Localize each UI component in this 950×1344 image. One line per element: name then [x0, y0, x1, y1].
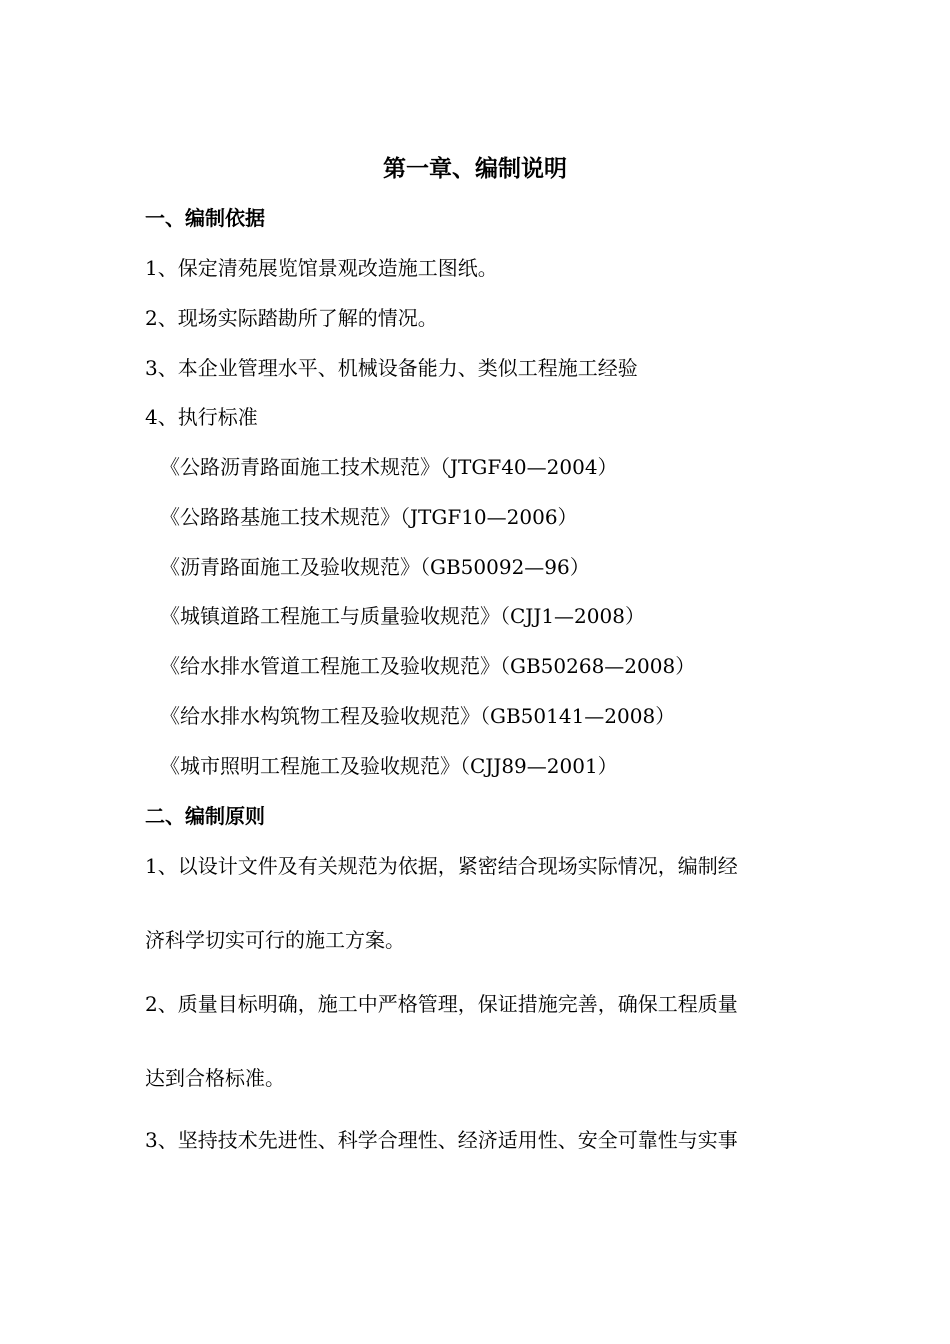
principle-line: 2、质量目标明确，施工中严格管理，保证措施完善，确保工程质量: [145, 992, 738, 1016]
principle-line: 3、坚持技术先进性、科学合理性、经济适用性、安全可靠性与实事: [145, 1128, 738, 1152]
standard-item: 《城市照明工程施工及验收规范》（CJJ89—2001）: [160, 754, 618, 778]
standard-item: 《沥青路面施工及验收规范》（GB50092—96）: [160, 555, 590, 579]
principle-line: 济科学切实可行的施工方案。: [145, 928, 405, 952]
standard-item: 《公路路基施工技术规范》（JTGF10—2006）: [160, 505, 578, 529]
standard-item: 《给水排水构筑物工程及验收规范》（GB50141—2008）: [160, 704, 676, 728]
section-heading-principles: 二、编制原则: [145, 804, 265, 828]
principle-line: 1、以设计文件及有关规范为依据，紧密结合现场实际情况，编制经: [145, 854, 738, 878]
standard-item: 《公路沥青路面施工技术规范》（JTGF40—2004）: [160, 455, 618, 479]
chapter-title: 第一章、编制说明: [383, 155, 567, 182]
basis-item: 4、执行标准: [145, 405, 258, 429]
standard-item: 《给水排水管道工程施工及验收规范》（GB50268—2008）: [160, 654, 696, 678]
basis-item: 1、保定清苑展览馆景观改造施工图纸。: [145, 256, 498, 280]
section-heading-basis: 一、编制依据: [145, 206, 265, 230]
basis-item: 3、本企业管理水平、机械设备能力、类似工程施工经验: [145, 356, 638, 380]
basis-item: 2、现场实际踏勘所了解的情况。: [145, 306, 438, 330]
standard-item: 《城镇道路工程施工与质量验收规范》（CJJ1—2008）: [160, 604, 645, 628]
principle-line: 达到合格标准。: [145, 1066, 285, 1090]
